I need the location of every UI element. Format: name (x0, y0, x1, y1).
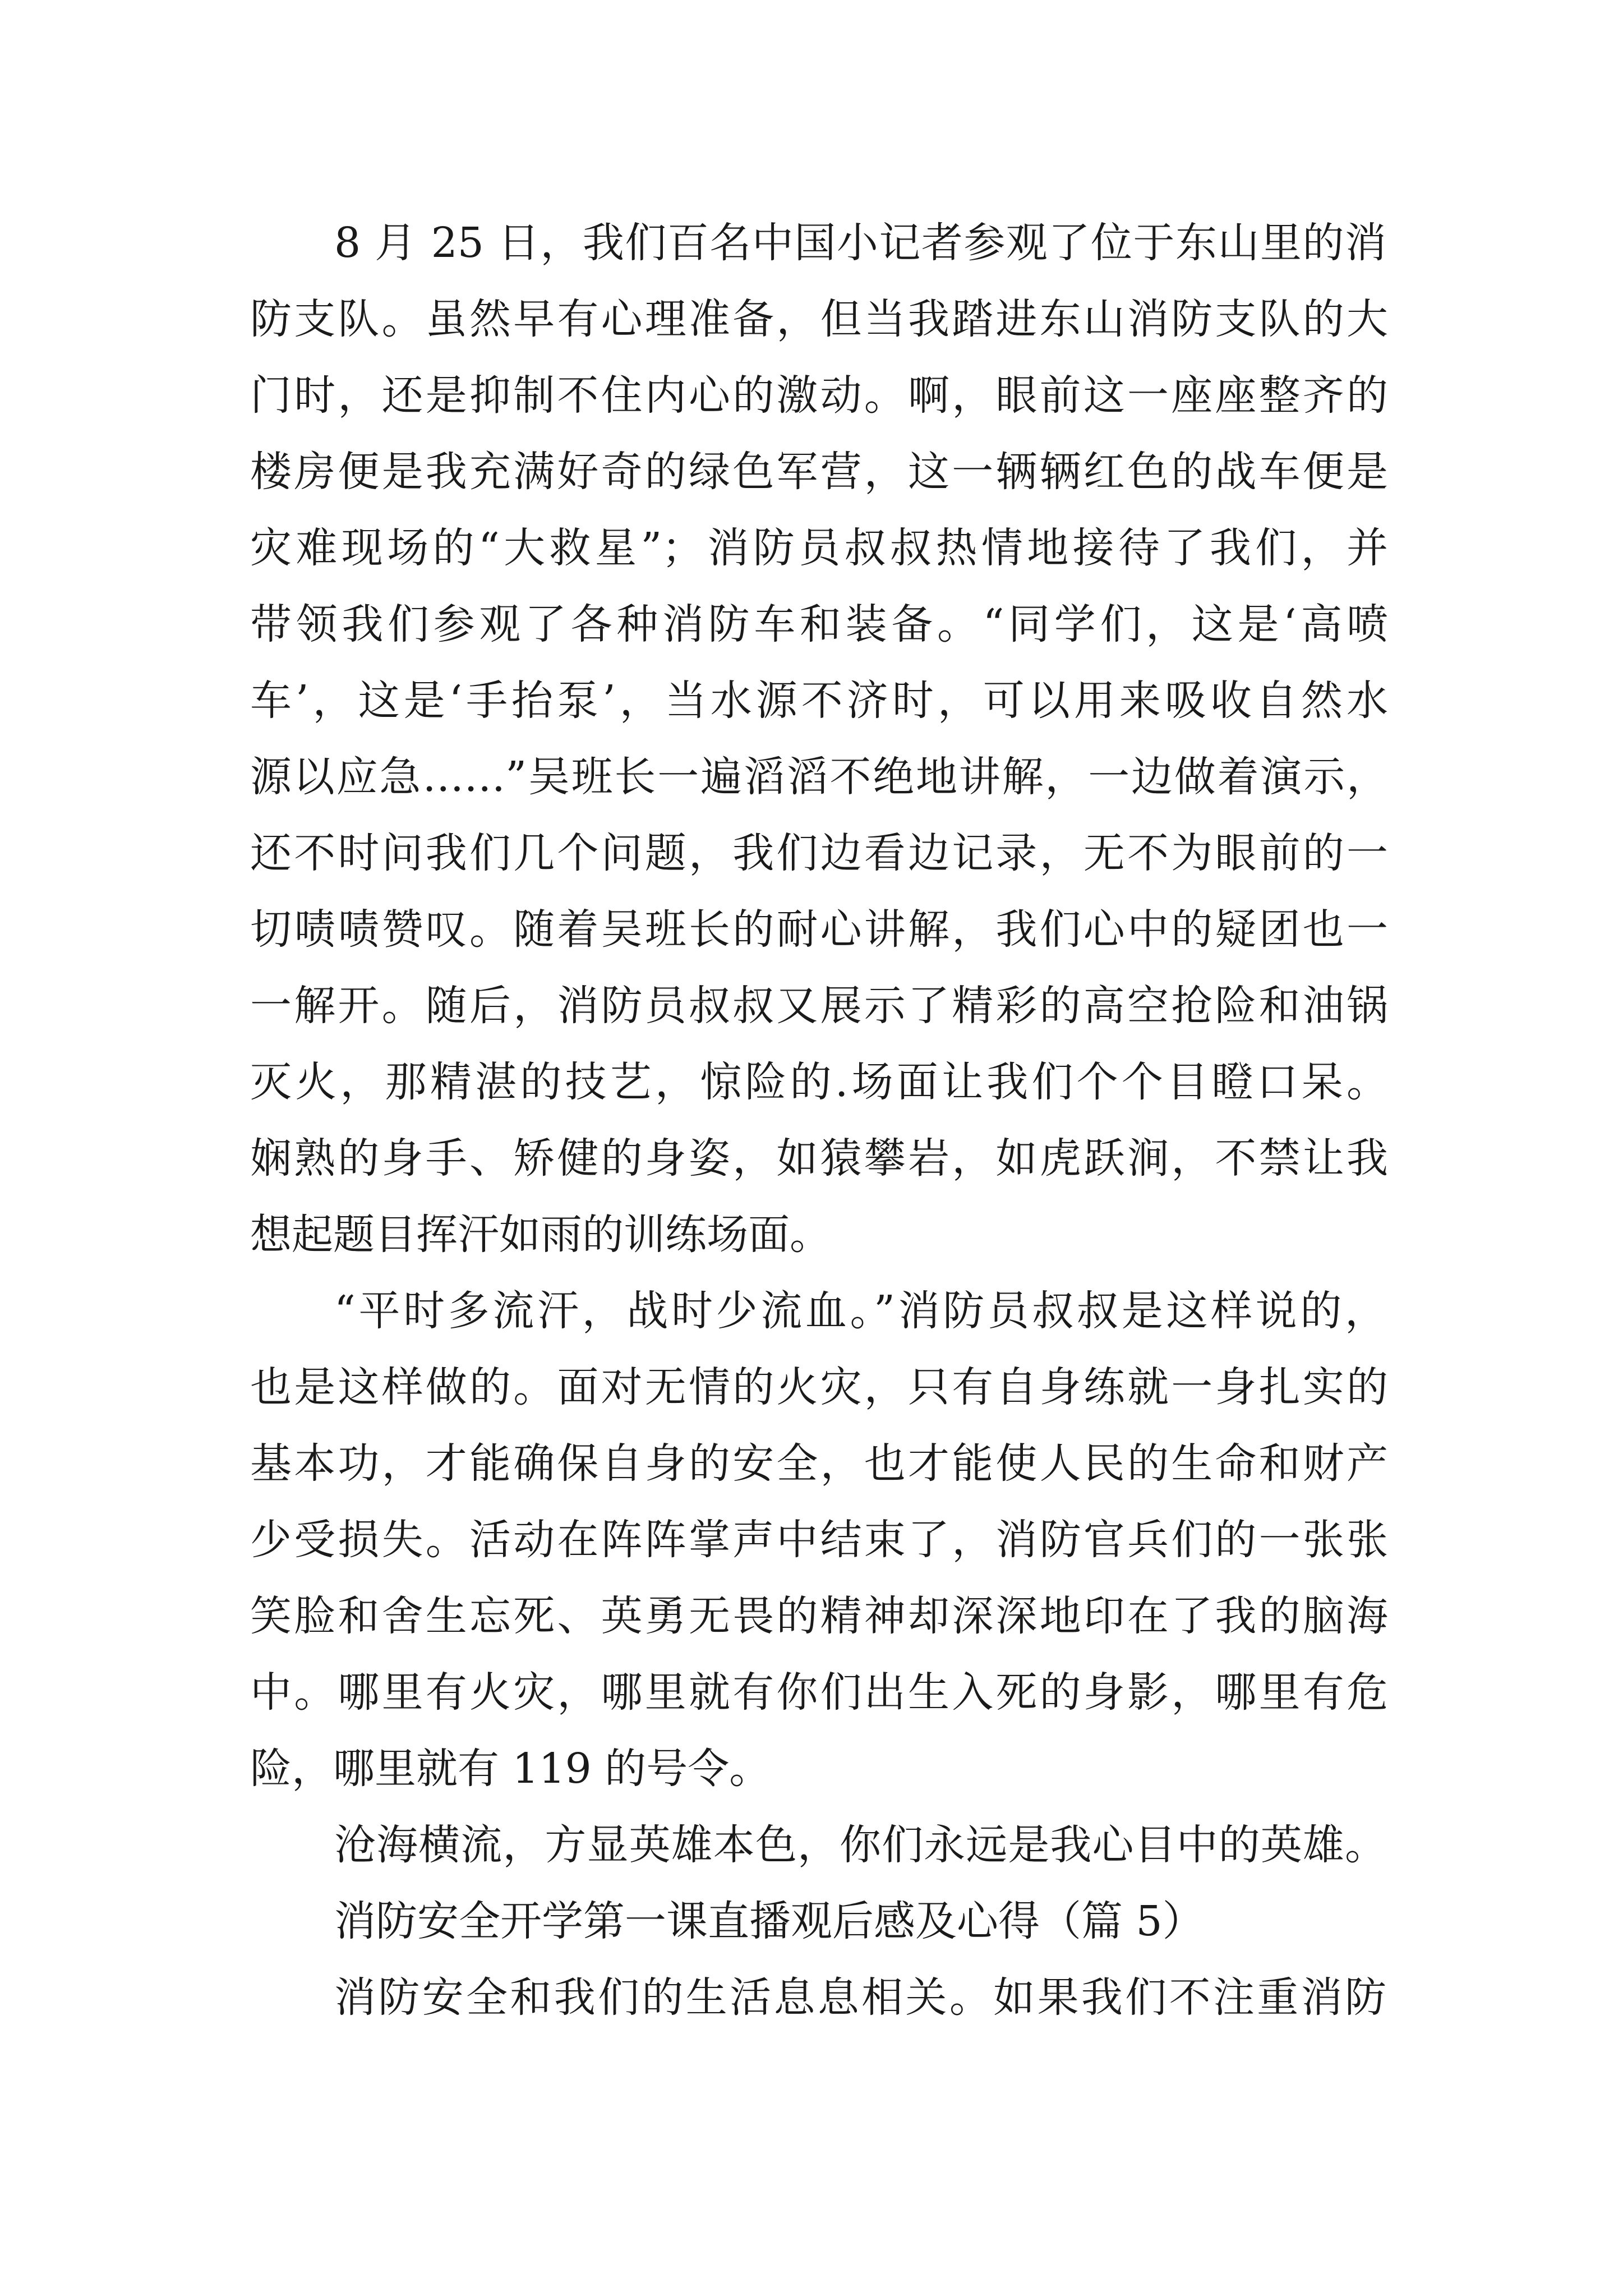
text-line: 防支队。虽然早有心理准备，但当我踏进东山消防支队的大 (250, 295, 1388, 343)
text-line: “平时多流汗，战时少流血。”消防员叔叔是这样说的， (334, 1287, 1386, 1335)
text-line: 还不时问我们几个问题，我们边看边记录，无不为眼前的一 (250, 829, 1388, 877)
text-line: 少受损失。活动在阵阵掌声中结束了，消防官兵们的一张张 (250, 1516, 1388, 1564)
text-line: 想起题目挥汗如雨的训练场面。 (250, 1211, 831, 1259)
text-line: 也是这样做的。面对无情的火灾，只有自身练就一身扎实的 (250, 1363, 1388, 1411)
text-line: 一解开。随后，消防员叔叔又展示了精彩的高空抢险和油锅 (250, 982, 1388, 1030)
text-line: 源以应急……”吴班长一遍滔滔不绝地讲解，一边做着演示， (250, 753, 1388, 801)
text-line: 楼房便是我充满好奇的绿色军营，这一辆辆红色的战车便是 (250, 448, 1388, 496)
text-line: 沧海横流，方显英雄本色，你们永远是我心目中的英雄。 (334, 1821, 1386, 1869)
text-line: 中。哪里有火灾，哪里就有你们出生入死的身影，哪里有危 (250, 1668, 1388, 1717)
text-line: 基本功，才能确保自身的安全，也才能使人民的生命和财产 (250, 1439, 1388, 1488)
text-line: 消防安全和我们的生活息息相关。如果我们不注重消防 (334, 1973, 1386, 2022)
text-line: 娴熟的身手、矫健的身姿，如猿攀岩，如虎跃涧，不禁让我 (250, 1134, 1388, 1182)
text-line: 8 月 25 日，我们百名中国小记者参观了位于东山里的消 (334, 219, 1386, 267)
text-line: 灾难现场的“大救星”；消防员叔叔热情地接待了我们，并 (250, 524, 1388, 572)
text-line: 切啧啧赞叹。随着吴班长的耐心讲解，我们心中的疑团也一 (250, 905, 1388, 954)
text-line: 门时，还是抑制不住内心的激动。啊，眼前这一座座整齐的 (250, 371, 1388, 420)
text-line: 灭火，那精湛的技艺，惊险的.场面让我们个个目瞪口呆。 (250, 1058, 1388, 1106)
text-line: 带领我们参观了各种消防车和装备。“同学们，这是‘高喷 (250, 600, 1388, 648)
text-line: 车’，这是‘手抬泵’，当水源不济时，可以用来吸收自然水 (250, 677, 1388, 725)
text-line: 险，哪里就有 119 的号令。 (250, 1745, 771, 1793)
text-line: 笑脸和舍生忘死、英勇无畏的精神却深深地印在了我的脑海 (250, 1592, 1388, 1640)
section-heading: 消防安全开学第一课直播观后感及心得（篇 5） (334, 1897, 1204, 1945)
